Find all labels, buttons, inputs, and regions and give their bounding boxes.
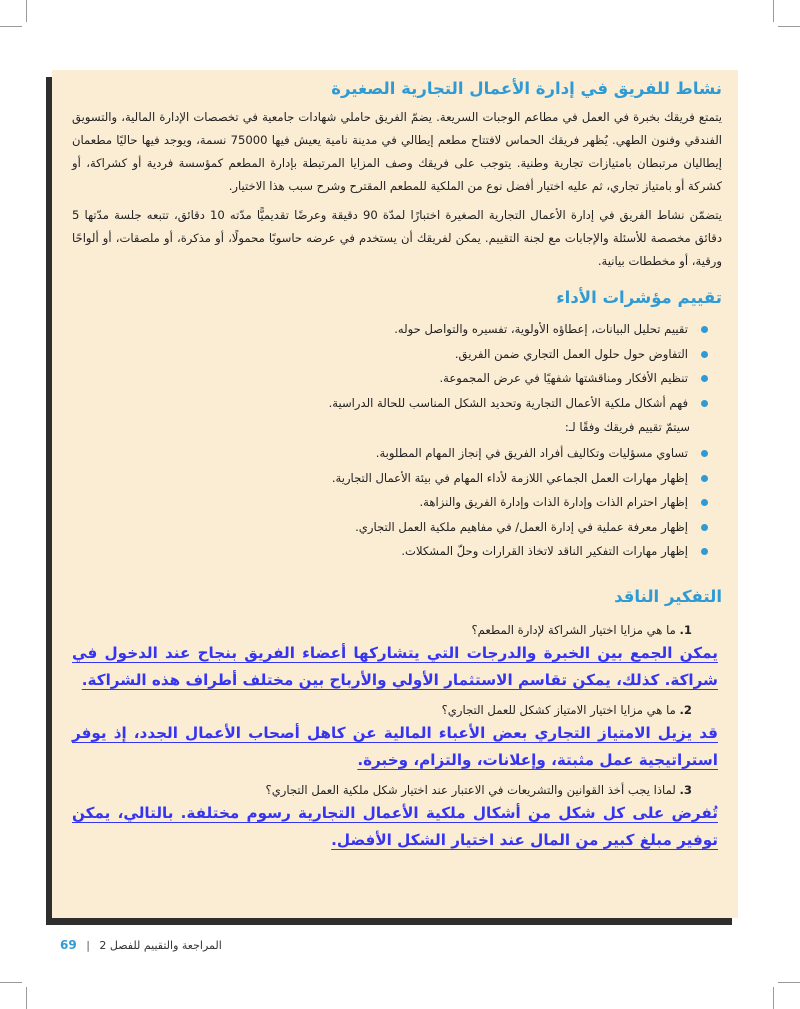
bullet-icon bbox=[701, 400, 708, 407]
crop-mark bbox=[773, 0, 774, 22]
evaluation-list bbox=[72, 317, 722, 415]
list-item bbox=[72, 466, 722, 491]
answer-3: تُفرض على كل شكل من أشكال ملكية الأعمال التجارية رسوم مختلفة. بالتالي، يمكن توفير مبلغ كبير من المال عند اختيار الشكل الأفضل. bbox=[72, 803, 718, 849]
question-text: ما هي مزايا اختيار الشراكة لإدارة المطعم؟ bbox=[471, 622, 676, 637]
activity-card bbox=[52, 70, 738, 918]
list-item-text: التفاوض حول حلول العمل التجاري ضمن الفريق. bbox=[454, 346, 688, 361]
list-item bbox=[72, 342, 722, 367]
list-item-text: إظهار مهارات التفكير الناقد لاتخاذ القرارات وحلّ المشكلات. bbox=[401, 544, 688, 558]
list-item bbox=[72, 366, 722, 391]
critical-title: التفكير الناقد bbox=[614, 586, 722, 606]
crop-mark bbox=[26, 987, 27, 1009]
bullet-icon bbox=[701, 450, 708, 457]
bullet-icon bbox=[701, 548, 708, 555]
list-item-text: إظهار معرفة عملية في إدارة العمل/ في مفاهيم ملكية العمل التجاري. bbox=[355, 519, 688, 534]
activity-title: نشاط للفريق في إدارة الأعمال التجارية الصغيرة bbox=[331, 79, 722, 98]
crop-mark bbox=[773, 987, 774, 1009]
bullet-icon bbox=[701, 475, 708, 482]
question-2 bbox=[72, 700, 722, 720]
activity-paragraph-1: يتمتع فريقك بخبرة في العمل في مطاعم الوجبات السريعة. يضمّ الفريق حاملي شهادات جامعية في تخصصات الإدارة المالية، والتسويق الفندقي وفنون الطهي. يُظهر فريقك الحماس لافتتاح مطعم إيطالي في مدينة نامية يعيش فيها 75000 نسمة، ويوجد فيها حاليًا مطعمان إيطاليان مرتبطان بامتيازات تجارية وطنية. يتوجب على فريقك وصف المزايا المرتبطة بإدارة المطعم كمؤسسة فردية أو كشراكة، أو كشركة أو بامتياز تجاري، ثم عليه اختيار أفضل نوع من الملكية للمطعم المقترح وشرح سبب هذا الاختيار. bbox=[72, 110, 722, 193]
list-item-text: تساوي مسؤليات وتكاليف أفراد الفريق في إنجاز المهام المطلوبة. bbox=[375, 446, 688, 460]
bullet-icon bbox=[701, 351, 708, 358]
bullet-icon bbox=[701, 499, 708, 506]
crop-mark bbox=[778, 26, 800, 27]
list-item bbox=[72, 490, 722, 515]
footer-separator: | bbox=[86, 939, 90, 952]
activity-paragraph-2: يتضمّن نشاط الفريق في إدارة الأعمال التجارية الصغيرة اختبارًا لمدّة 90 دقيقة وعرضًا تقديميًّا مدّته 10 دقائق، تتبعه جلسة مدّتها 5 دقائق مخصصة للأسئلة والإجابات مع لجنة التقييم. يمكن لفريقك أن يستخدم في عرضه حاسوبًا محمولًا، أو مذكرة، أو ملصقات، أو ألواحًا ورقية، أو مخططات بيانية. bbox=[72, 208, 722, 268]
bullet-icon bbox=[701, 375, 708, 382]
question-number: 2. bbox=[679, 702, 692, 717]
list-item bbox=[72, 441, 722, 466]
list-item bbox=[72, 391, 722, 416]
criteria-lead: سيتمّ تقييم فريقك وفقًا لـ: bbox=[564, 420, 690, 434]
list-item-text: فهم أشكال ملكية الأعمال التجارية وتحديد الشكل المناسب للحالة الدراسية. bbox=[328, 395, 688, 410]
evaluation-title: تقييم مؤشرات الأداء bbox=[556, 288, 722, 307]
list-item bbox=[72, 539, 722, 564]
crop-mark bbox=[778, 982, 800, 983]
criteria-list bbox=[72, 441, 722, 564]
bullet-icon bbox=[701, 326, 708, 333]
crop-mark bbox=[0, 26, 22, 27]
bullet-icon bbox=[701, 524, 708, 531]
list-item-text: إظهار احترام الذات وإدارة الذات وإدارة الفريق والنزاهة. bbox=[419, 495, 688, 509]
list-item-text: إظهار مهارات العمل الجماعي اللازمة لأداء المهام في بيئة الأعمال التجارية. bbox=[331, 470, 688, 485]
card-content bbox=[72, 78, 722, 854]
question-1 bbox=[72, 620, 722, 640]
list-item-text: تقييم تحليل البيانات، إعطاؤه الأولوية، تفسيره والتواصل حوله. bbox=[394, 322, 688, 336]
list-item bbox=[72, 515, 722, 540]
chapter-label: المراجعة والتقييم للفصل 2 bbox=[99, 939, 222, 952]
question-text: لماذا يجب أخذ القوانين والتشريعات في الاعتبار عند اختيار شكل ملكية العمل التجاري؟ bbox=[265, 782, 676, 797]
answer-1: يمكن الجمع بين الخبرة والدرجات التي يتشاركها أعضاء الفريق بنجاح عند الدخول في شراكة. كذلك، يمكن تقاسم الاستثمار الأولي والأرباح بين مختلف أطراف هذه الشراكة. bbox=[72, 643, 718, 689]
question-number: 1. bbox=[679, 622, 692, 637]
list-item bbox=[72, 317, 722, 342]
crop-mark bbox=[0, 982, 22, 983]
question-number: 3. bbox=[679, 782, 692, 797]
question-3 bbox=[72, 780, 722, 800]
crop-mark bbox=[26, 0, 27, 22]
page-footer bbox=[60, 938, 222, 952]
list-item-text: تنظيم الأفكار ومناقشتها شفهيًا في عرض المجموعة. bbox=[439, 371, 688, 385]
answer-2: قد يزيل الامتياز التجاري بعض الأعباء المالية عن كاهل أصحاب الأعمال الجدد، إذ يوفر استراتيجية عمل مثبتة، وإعلانات، والتزام، وخبرة. bbox=[72, 723, 718, 769]
page-number: 69 bbox=[60, 938, 77, 952]
question-text: ما هي مزايا اختيار الامتياز كشكل للعمل التجاري؟ bbox=[441, 702, 676, 717]
